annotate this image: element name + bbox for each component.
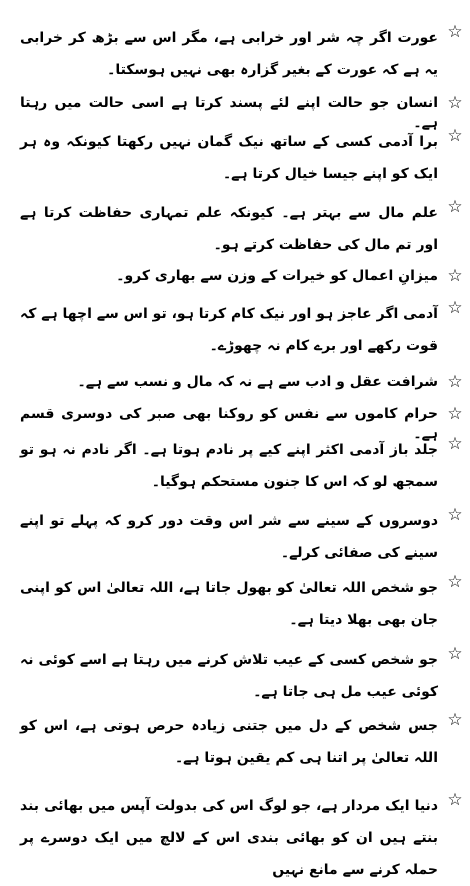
saying-text: عورت اگر چہ شر اور خرابی ہے، مگر اس سے بڑھ کر خرابی یہ ہے کہ عورت کے بغیر گزارہ بھی نہیں ہوسکتا۔ bbox=[20, 30, 438, 78]
star-bullet-icon: ☆ bbox=[447, 126, 463, 146]
saying-text: شرافت عقل و ادب سے ہے نہ کہ مال و نسب سے ہے۔ bbox=[77, 374, 438, 390]
star-bullet-icon: ☆ bbox=[447, 505, 463, 525]
star-bullet-icon: ☆ bbox=[447, 93, 463, 113]
star-bullet-icon: ☆ bbox=[447, 434, 463, 454]
saying-text: جو شخص اللہ تعالیٰ کو بھول جاتا ہے، اللہ تعالیٰ اس کو اپنی جان بھی بھلا دیتا ہے۔ bbox=[20, 580, 438, 628]
saying-text: انسان جو حالت اپنے لئے پسند کرتا ہے اسی حالت میں رہتا ہے۔ bbox=[20, 95, 438, 131]
saying-text: دوسروں کے سینے سے شر اس وقت دور کرو کہ پہلے تو اپنے سینے کی صفائی کرلے۔ bbox=[20, 513, 438, 561]
saying-text: علم مال سے بہتر ہے۔ کیونکہ علم تمہاری حفاظت کرتا ہے اور تم مال کی حفاظت کرتے ہو۔ bbox=[20, 205, 438, 253]
saying-text: حرام کاموں سے نفس کو روکنا بھی صبر کی دوسری قسم ہے۔ bbox=[20, 406, 438, 442]
star-bullet-icon: ☆ bbox=[447, 197, 463, 217]
saying-text: میزانِ اعمال کو خیرات کے وزن سے بھاری کرو۔ bbox=[116, 268, 438, 284]
star-bullet-icon: ☆ bbox=[447, 790, 463, 810]
saying-text: دنیا ایک مردار ہے، جو لوگ اس کی بدولت آپس میں بھائی بند بنتے ہیں ان کو بھائی بندی اس کے لالچ میں ایک دوسرے پر حملہ کرنے سے مانع نہیں bbox=[20, 798, 438, 878]
star-bullet-icon: ☆ bbox=[447, 710, 463, 730]
star-bullet-icon: ☆ bbox=[447, 644, 463, 664]
star-bullet-icon: ☆ bbox=[447, 22, 463, 42]
saying-text: برا آدمی کسی کے ساتھ نیک گمان نہیں رکھتا کیونکہ وہ ہر ایک کو اپنے جیسا خیال کرتا ہے۔ bbox=[20, 134, 438, 182]
saying-text: جلد باز آدمی اکثر اپنے کیے پر نادم ہوتا ہے۔ اگر نادم نہ ہو تو سمجھ لو کہ اس کا جنون مستحکم ہوگیا۔ bbox=[20, 442, 438, 490]
star-bullet-icon: ☆ bbox=[447, 266, 463, 286]
star-bullet-icon: ☆ bbox=[447, 372, 463, 392]
saying-text: جس شخص کے دل میں جتنی زیادہ حرص ہوتی ہے، اس کو اللہ تعالیٰ پر اتنا ہی کم یقین ہوتا ہے۔ bbox=[20, 718, 438, 766]
star-bullet-icon: ☆ bbox=[447, 572, 463, 592]
star-bullet-icon: ☆ bbox=[447, 298, 463, 318]
star-bullet-icon: ☆ bbox=[447, 404, 463, 424]
saying-text: آدمی اگر عاجز ہو اور نیک کام کرتا ہو، تو اس سے اچھا ہے کہ قوت رکھے اور برے کام نہ چھوڑے۔ bbox=[20, 306, 438, 354]
saying-text: جو شخص کسی کے عیب تلاش کرنے میں رہتا ہے اسے کوئی نہ کوئی عیب مل ہی جاتا ہے۔ bbox=[20, 652, 438, 700]
